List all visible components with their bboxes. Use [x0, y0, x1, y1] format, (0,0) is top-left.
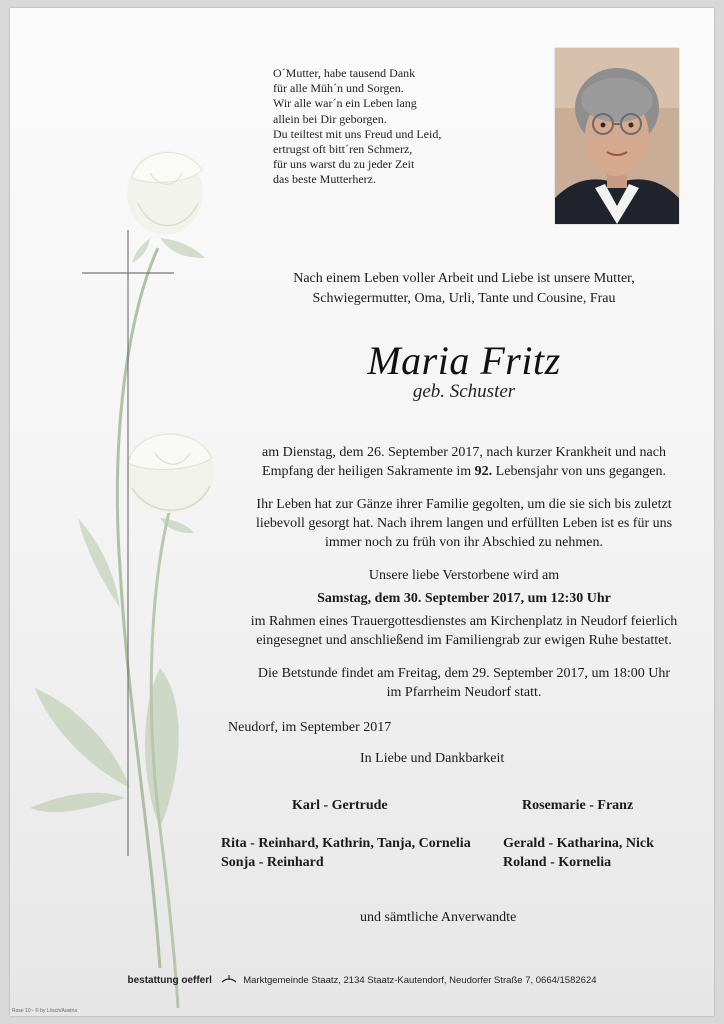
funeral-intro: Unsere liebe Verstorbene wird am [368, 568, 560, 583]
funeral-home-name: bestattung oefferl [127, 975, 212, 987]
funeral-details [210, 612, 714, 650]
family-line: Sonja - Reinhard [221, 855, 324, 870]
rose-middle [126, 433, 214, 513]
poem-line: für uns warst du zu jeder Zeit [273, 157, 415, 172]
funeral-home-logo-icon [221, 974, 237, 987]
family-line: Gerald - Katharina, Nick [503, 836, 654, 851]
age-number: 92. [474, 464, 493, 479]
poem-line: Wir alle war´n ein Leben lang [273, 96, 417, 111]
prayer-hour [210, 664, 714, 702]
intro-line: Schwiegermutter, Oma, Urli, Tante und Cousine, Frau [312, 291, 616, 306]
prayer-line: Die Betstunde findet am Freitag, dem 29. September 2017, um 18:00 Uhr [257, 666, 671, 681]
tribute-line: immer noch zu früh von ihr Abschied zu nehmen. [325, 535, 603, 550]
tribute-line: Ihr Leben hat zur Gänze ihrer Familie gegolten, um die sie sich bis zuletzt [256, 497, 672, 512]
death-announcement [210, 443, 714, 481]
deceased-name: Maria Fritz [367, 338, 561, 383]
relatives-line: und sämtliche Anverwandte [360, 910, 517, 925]
announcement-line: am Dienstag, dem 26. September 2017, nach kurzer Krankheit und nach [262, 445, 666, 460]
family-group-2 [503, 834, 654, 872]
prayer-line: im Pfarrheim Neudorf statt. [386, 685, 542, 700]
announcement-text: Empfang der heiligen Sakramente im [262, 464, 475, 479]
intro-text [210, 269, 714, 309]
announcement-line [210, 462, 714, 481]
funeral-line: eingesegnet und anschließend im Familiengrab zur ewigen Ruhe bestattet. [256, 633, 672, 648]
obituary-sheet [10, 8, 714, 1016]
portrait-photo [555, 48, 679, 224]
place-date: Neudorf, im September 2017 [228, 720, 392, 735]
family-line: Roland - Kornelia [503, 855, 612, 870]
poem-line: ertrugst oft bitt´ren Schmerz, [273, 142, 413, 157]
thanks-line: In Liebe und Dankbarkeit [360, 751, 505, 766]
birth-name: geb. Schuster [412, 381, 516, 402]
family-head-1: Karl - Gertrude [292, 798, 388, 813]
announcement-text: Lebensjahr von uns gegangen. [492, 464, 666, 479]
tribute-line: liebevoll gesorgt hat. Nach ihrem langen und erfüllten Leben ist es für uns [255, 516, 673, 531]
rose-stems [117, 248, 178, 1008]
poem-line: allein bei Dir geborgen. [273, 111, 387, 126]
funeral-home-address: Marktgemeinde Staatz, 2134 Staatz-Kautendorf, Neudorfer Straße 7, 0664/1582624 [243, 975, 597, 987]
poem-line: für alle Müh´n und Sorgen. [273, 81, 404, 96]
family-line: Rita - Reinhard, Kathrin, Tanja, Cornelia [221, 836, 471, 851]
funeral-date: Samstag, dem 30. September 2017, um 12:30 Uhr [317, 591, 611, 606]
poem-line: O´Mutter, habe tausend Dank [273, 66, 416, 80]
poem-line: das beste Mutterherz. [273, 172, 376, 187]
copyright-note: Rose 10 - © by Lösch/Austria [12, 1008, 78, 1014]
rose-top [127, 151, 203, 235]
family-group-1 [221, 834, 471, 872]
funeral-line: im Rahmen eines Trauergottesdienstes am Kirchenplatz in Neudorf feierlich [250, 614, 678, 629]
intro-line: Nach einem Leben voller Arbeit und Liebe ist unsere Mutter, [293, 271, 635, 286]
footer [10, 974, 714, 987]
life-tribute [210, 495, 714, 552]
poem [273, 66, 543, 188]
family-head-2: Rosemarie - Franz [522, 798, 634, 813]
poem-line: Du teiltest mit uns Freud und Leid, [273, 126, 442, 141]
